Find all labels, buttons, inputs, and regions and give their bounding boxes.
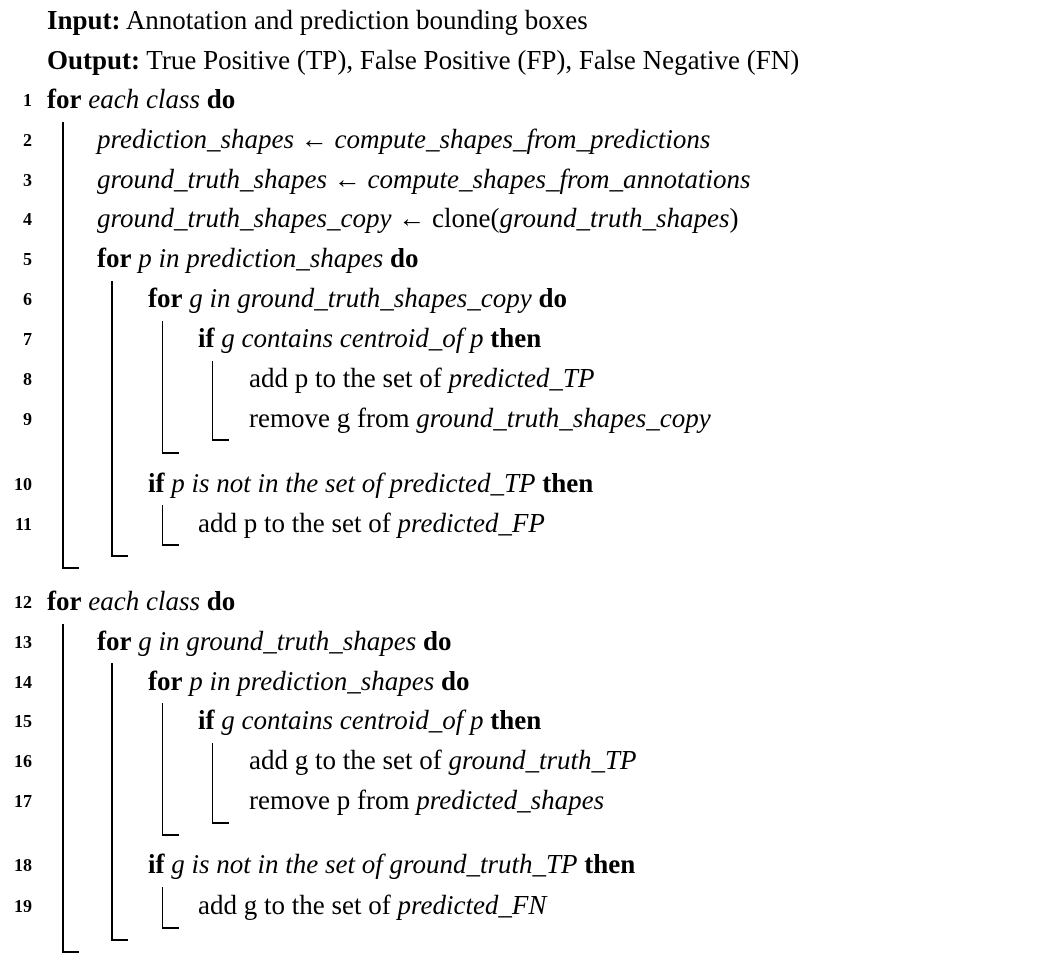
algo-line-5 bbox=[0, 238, 1051, 278]
keyword-do: do bbox=[423, 626, 452, 656]
set-name: ground_truth_TP bbox=[448, 745, 637, 775]
set-name: predicted_shapes bbox=[416, 785, 605, 815]
algo-line-14 bbox=[0, 661, 1051, 701]
keyword-for: for bbox=[47, 84, 82, 114]
block-rule bbox=[162, 321, 163, 453]
line-number: 11 bbox=[14, 514, 32, 534]
line-number: 4 bbox=[23, 209, 32, 229]
set-name: predicted_TP bbox=[448, 363, 595, 393]
algo-line-17 bbox=[0, 780, 1051, 820]
close-paren: ) bbox=[729, 203, 739, 233]
algo-line-15 bbox=[0, 700, 1051, 740]
keyword-do: do bbox=[206, 586, 236, 616]
algo-line-16 bbox=[0, 740, 1051, 780]
loop-expr: p in prediction_shapes bbox=[138, 243, 384, 273]
statement: add g to the set of bbox=[249, 745, 442, 775]
statement: remove p from bbox=[249, 785, 410, 815]
line-number: 17 bbox=[14, 791, 32, 811]
algo-line-10 bbox=[0, 463, 1051, 503]
line-number: 7 bbox=[23, 329, 32, 349]
algo-line-9 bbox=[0, 398, 1051, 438]
line-number: 8 bbox=[23, 369, 32, 389]
algo-line-12 bbox=[0, 581, 1051, 621]
algo-line-1 bbox=[0, 79, 1051, 119]
keyword-if: if bbox=[198, 705, 215, 735]
keyword-do: do bbox=[538, 283, 567, 313]
algo-line-3 bbox=[0, 159, 1051, 199]
function-arg: ground_truth_shapes bbox=[499, 203, 730, 233]
algo-line-7 bbox=[0, 318, 1051, 358]
line-number: 14 bbox=[14, 672, 32, 692]
statement: add p to the set of bbox=[198, 508, 391, 538]
line-number: 10 bbox=[14, 474, 32, 494]
input-label: Input: bbox=[47, 5, 121, 35]
condition: g contains centroid_of p bbox=[221, 705, 484, 735]
variable: ground_truth_shapes bbox=[97, 164, 328, 194]
keyword-then: then bbox=[584, 849, 636, 879]
condition: g contains centroid_of p bbox=[221, 323, 484, 353]
algo-line-2 bbox=[0, 119, 1051, 159]
output-text: True Positive (TP), False Positive (FP), False Negative (FN) bbox=[146, 45, 800, 75]
keyword-do: do bbox=[389, 243, 419, 273]
function-name: clone( bbox=[431, 203, 500, 233]
block-rule bbox=[162, 505, 163, 545]
algo-line-18 bbox=[0, 844, 1051, 884]
condition: g is not in the set of ground_truth_TP bbox=[171, 849, 578, 879]
condition: p is not in the set of predicted_TP bbox=[171, 468, 536, 498]
statement: remove g from bbox=[249, 403, 410, 433]
block-end bbox=[162, 834, 179, 836]
block-rule bbox=[162, 887, 163, 927]
block-end bbox=[212, 822, 229, 824]
block-rule bbox=[62, 624, 64, 952]
loop-expr: g in ground_truth_shapes bbox=[138, 626, 417, 656]
block-end bbox=[162, 544, 179, 546]
keyword-do: do bbox=[440, 666, 470, 696]
line-number: 12 bbox=[14, 592, 32, 612]
keyword-for: for bbox=[47, 586, 82, 616]
algo-line-11 bbox=[0, 503, 1051, 543]
algo-line-13 bbox=[0, 621, 1051, 661]
line-number: 9 bbox=[23, 409, 32, 429]
line-number: 5 bbox=[23, 249, 32, 269]
output-line bbox=[0, 40, 1051, 80]
line-number: 16 bbox=[14, 751, 32, 771]
block-end bbox=[111, 555, 128, 557]
set-name: predicted_FP bbox=[397, 508, 545, 538]
block-end bbox=[111, 939, 128, 941]
block-rule bbox=[212, 361, 213, 440]
algo-line-19 bbox=[0, 885, 1051, 925]
keyword-for: for bbox=[148, 283, 183, 313]
statement: add p to the set of bbox=[249, 363, 442, 393]
algo-line-6 bbox=[0, 278, 1051, 318]
loop-expr: each class bbox=[88, 84, 200, 114]
assign-arrow-icon: ← bbox=[300, 124, 328, 154]
keyword-then: then bbox=[490, 323, 542, 353]
keyword-then: then bbox=[542, 468, 594, 498]
block-rule bbox=[111, 281, 113, 556]
algo-line-4 bbox=[0, 198, 1051, 238]
line-number: 3 bbox=[23, 170, 32, 190]
keyword-do: do bbox=[206, 84, 236, 114]
statement: add g to the set of bbox=[198, 890, 391, 920]
block-rule bbox=[62, 122, 64, 568]
function-call: compute_shapes_from_predictions bbox=[334, 124, 711, 154]
keyword-then: then bbox=[490, 705, 542, 735]
keyword-if: if bbox=[198, 323, 215, 353]
block-rule bbox=[111, 663, 113, 940]
block-end bbox=[212, 439, 229, 441]
keyword-if: if bbox=[148, 849, 165, 879]
keyword-if: if bbox=[148, 468, 165, 498]
block-rule bbox=[212, 743, 213, 822]
block-end bbox=[62, 951, 79, 953]
block-end bbox=[162, 452, 179, 454]
loop-expr: each class bbox=[88, 586, 200, 616]
block-rule bbox=[162, 703, 163, 835]
loop-expr: p in prediction_shapes bbox=[189, 666, 435, 696]
output-label: Output: bbox=[47, 45, 141, 75]
line-number: 18 bbox=[14, 855, 32, 875]
assign-arrow-icon: ← bbox=[398, 203, 426, 233]
block-end bbox=[62, 567, 79, 569]
set-name: predicted_FN bbox=[397, 890, 547, 920]
input-line bbox=[0, 0, 1051, 40]
set-name: ground_truth_shapes_copy bbox=[416, 403, 711, 433]
keyword-for: for bbox=[148, 666, 183, 696]
line-number: 15 bbox=[14, 711, 32, 731]
function-call: compute_shapes_from_annotations bbox=[367, 164, 751, 194]
keyword-for: for bbox=[97, 243, 132, 273]
line-number: 1 bbox=[23, 90, 32, 110]
keyword-for: for bbox=[97, 626, 132, 656]
variable: prediction_shapes bbox=[97, 124, 294, 154]
input-text: Annotation and prediction bounding boxes bbox=[125, 5, 588, 35]
variable: ground_truth_shapes_copy bbox=[97, 203, 392, 233]
assign-arrow-icon: ← bbox=[333, 164, 361, 194]
line-number: 19 bbox=[14, 896, 32, 916]
line-number: 2 bbox=[23, 130, 32, 150]
loop-expr: g in ground_truth_shapes_copy bbox=[189, 283, 532, 313]
block-end bbox=[162, 927, 179, 929]
algo-line-8 bbox=[0, 358, 1051, 398]
line-number: 13 bbox=[14, 632, 32, 652]
line-number: 6 bbox=[23, 289, 32, 309]
